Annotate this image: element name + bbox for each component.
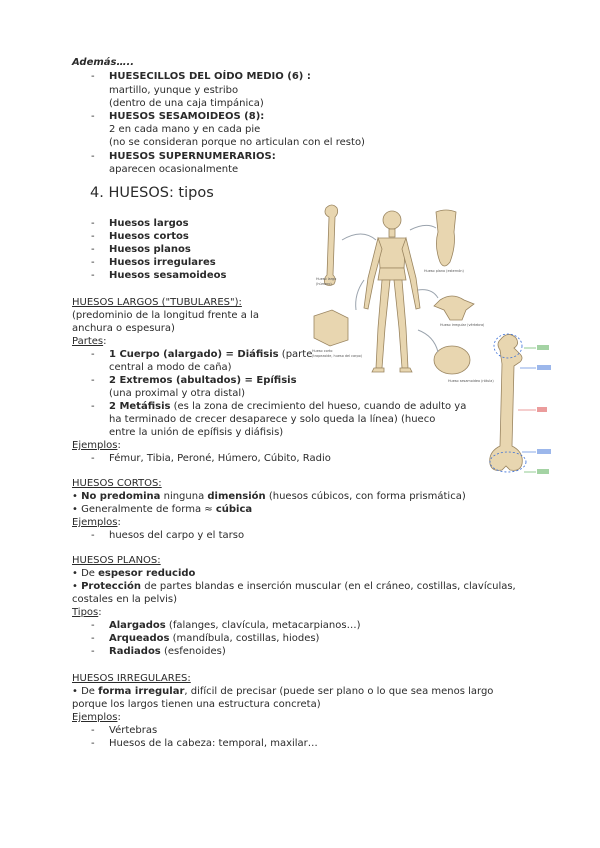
caption-text: Hueso largo [316, 277, 337, 281]
item-line: (dentro de una caja timpánica) [109, 98, 264, 109]
irregular-bone-icon [434, 296, 474, 320]
description-line: porque los largos tienen una estructura concreta) [72, 699, 321, 710]
cortos-line-2: • Generalmente de forma ≈ cúbica [72, 504, 253, 515]
bone-types-illustration [300, 200, 500, 400]
parte-epifisis: 2 Extremos (abultados) = Epífisis [109, 375, 297, 386]
short-bone-icon [314, 310, 348, 346]
bullet-dash: - [91, 151, 95, 162]
svg-text:(húmero): (húmero) [316, 282, 332, 286]
bullet-dash: - [91, 257, 95, 268]
femur-icon [490, 334, 523, 470]
description-line: ha terminado de crecer desaparece y solo queda la línea) (hueco [109, 414, 436, 425]
caption-text: Hueso corto [312, 349, 333, 353]
ejemplos-label: Ejemplos: [72, 517, 121, 528]
list-item: Huesos cortos [109, 231, 189, 242]
tipo-item: Alargados (falanges, clavícula, metacarpianos…) [109, 620, 361, 631]
bullet-dash: - [91, 738, 95, 749]
parte-metafisis: 2 Metáfisis (es la zona de crecimiento del hueso, cuando de adulto ya [109, 401, 467, 412]
bullet-dash: - [91, 633, 95, 644]
planos-line-1: • De espesor reducido [72, 568, 196, 579]
list-item: Huesos irregulares [109, 257, 216, 268]
section-title-planos: HUESOS PLANOS: [72, 555, 161, 566]
description-line: (predominio de la longitud frente a la [72, 310, 259, 321]
example-item: huesos del carpo y el tarso [109, 530, 245, 541]
arrow-icon [418, 330, 438, 352]
cortos-line-1: • No predomina ninguna dimensión (huesos cúbicos, con forma prismática) [72, 491, 466, 502]
bullet-dash: - [91, 218, 95, 229]
item-line: aparecen ocasionalmente [109, 164, 239, 175]
list-item: Huesos planos [109, 244, 191, 255]
femur-illustration [478, 330, 558, 480]
list-item: Huesos largos [109, 218, 189, 229]
arrow-icon [356, 280, 364, 310]
irregulares-line-1: • De forma irregular, difícil de precisar (puede ser plano o lo que sea menos largo [72, 686, 494, 697]
description-line: entre la unión de epífisis y diáfisis) [109, 427, 284, 438]
ejemplos-label: Ejemplos: [72, 440, 121, 451]
bullet-dash: - [91, 111, 95, 122]
item-line: 2 en cada mano y en cada pie [109, 124, 261, 135]
section-title-largos: HUESOS LARGOS ("TUBULARES"): [72, 297, 242, 308]
bullet-dash: - [91, 375, 95, 386]
section-heading: 4. HUESOS: tipos [90, 185, 214, 201]
flat-bone-icon [436, 210, 456, 266]
item-heading: HUESOS SESAMOIDEOS (8): [109, 111, 265, 122]
arrow-icon [418, 290, 438, 298]
caption-text: Hueso plano (esternón) [424, 269, 464, 273]
item-heading: HUESECILLOS DEL OÍDO MEDIO (6) : [109, 71, 311, 82]
caption-text: Hueso sesamoideo (rótula) [448, 379, 494, 383]
item-line: (no se consideran porque no articulan con el resto) [109, 137, 365, 148]
bullet-dash: - [91, 725, 95, 736]
planos-line-2: • Protección de partes blandas e inserción muscular (en el cráneo, costillas, clavículas, [72, 581, 516, 592]
section-title-cortos: HUESOS CORTOS: [72, 478, 162, 489]
example-item: Huesos de la cabeza: temporal, maxilar… [109, 738, 318, 749]
bullet-dash: - [91, 401, 95, 412]
bullet-dash: - [91, 71, 95, 82]
section-title-irregulares: HUESOS IRREGULARES: [72, 673, 191, 684]
bullet-dash: - [91, 530, 95, 541]
bullet-dash: - [91, 244, 95, 255]
bullet-dash: - [91, 231, 95, 242]
description-line: anchura o espesura) [72, 323, 175, 334]
description-line: central a modo de caña) [109, 362, 232, 373]
bullet-dash: - [91, 453, 95, 464]
partes-label: Partes: [72, 336, 107, 347]
tipo-item: Radiados (esfenoides) [109, 646, 226, 657]
svg-text:(trapezoide, hueso del carpo): (trapezoide, hueso del carpo) [312, 354, 362, 358]
long-bone-icon [324, 205, 337, 286]
list-item: Huesos sesamoideos [109, 270, 227, 281]
bullet-dash: - [91, 646, 95, 657]
intro-title: Además….. [72, 57, 135, 68]
caption-text: Hueso irregular (vértebra) [440, 323, 485, 327]
arrow-icon [410, 225, 436, 230]
item-heading: HUESOS SUPERNUMERARIOS: [109, 151, 276, 162]
tipos-label: Tipos: [72, 607, 102, 618]
bullet-dash: - [91, 349, 95, 360]
bullet-dash: - [91, 620, 95, 631]
description-line: costales en la pelvis) [72, 594, 178, 605]
item-line: martillo, yunque y estribo [109, 85, 239, 96]
sesamoid-bone-icon [434, 346, 470, 374]
arrow-icon [342, 234, 376, 240]
description-line: (una proximal y otra distal) [109, 388, 246, 399]
skeleton-icon [364, 211, 420, 372]
bullet-dash: - [91, 270, 95, 281]
parte-diafisis: 1 Cuerpo (alargado) = Diáfisis (parte [109, 349, 313, 360]
example-item: Vértebras [109, 725, 158, 736]
ejemplos-label: Ejemplos: [72, 712, 121, 723]
example-item: Fémur, Tibia, Peroné, Húmero, Cúbito, Radio [109, 453, 331, 464]
tipo-item: Arqueados (mandíbula, costillas, hiodes) [109, 633, 320, 644]
